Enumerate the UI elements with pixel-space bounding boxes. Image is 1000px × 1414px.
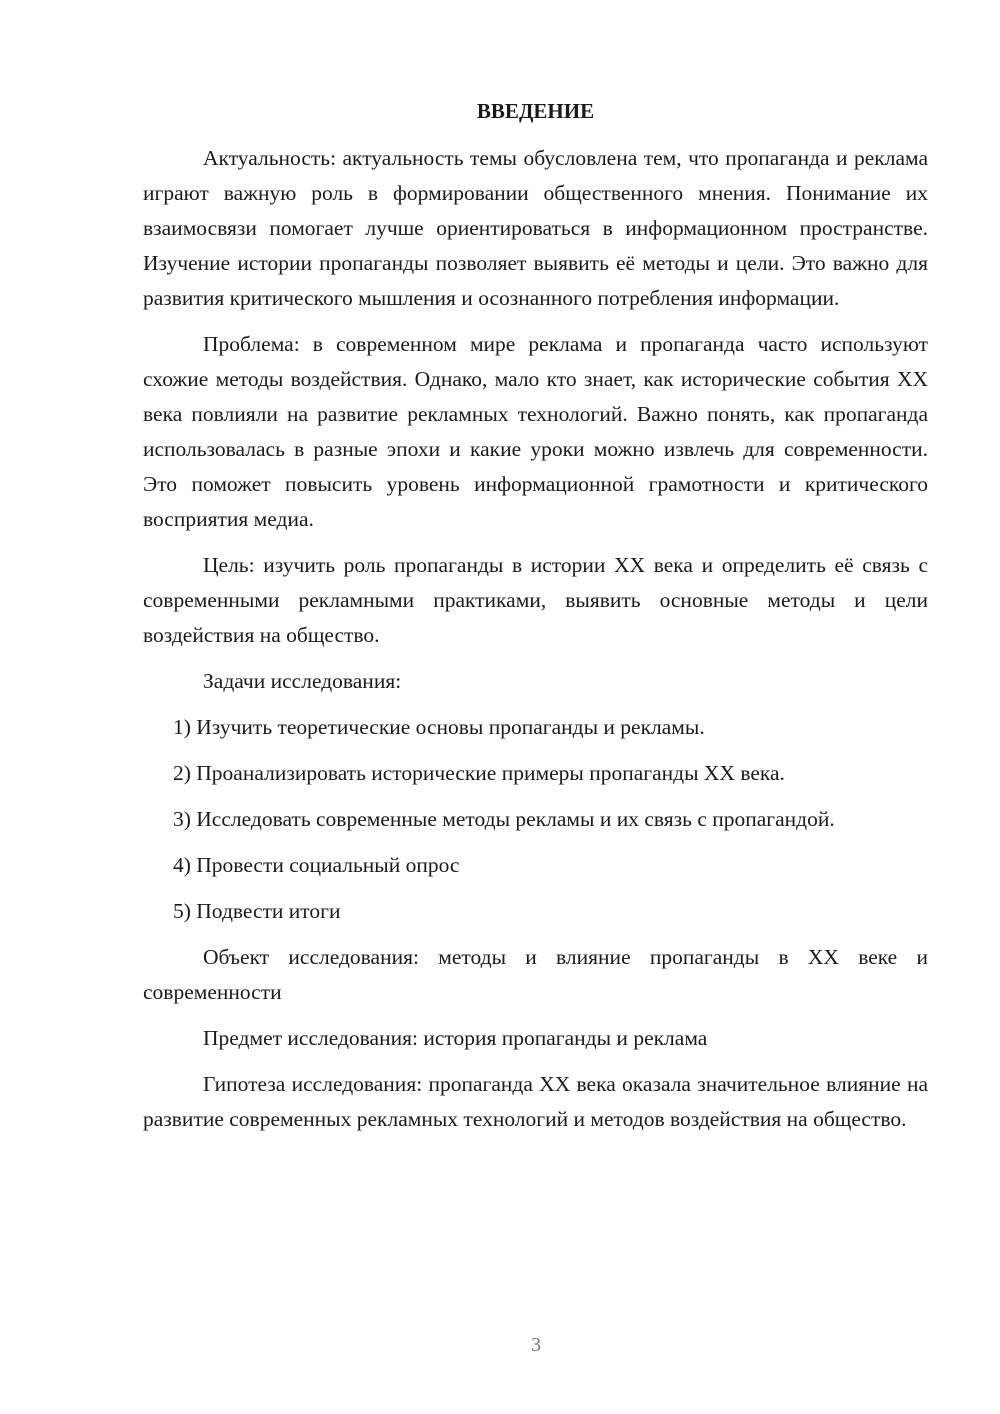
- task-item-2: 2) Проанализировать исторические примеры пропаганды XX века.: [173, 761, 785, 785]
- paragraph-relevance: Актуальность: актуальность темы обусловлена тем, что пропаганда и реклама играют важную роль в формировании общественного мнения. Понимание их взаимосвязи помогает лучше ориентироваться в информационном пространстве. Изучение истории пропаганды позволяет выявить её методы и цели. Это важно для развития критического мышления и осознанного потребления информации.: [143, 146, 928, 310]
- task-item-1: 1) Изучить теоретические основы пропаганды и рекламы.: [173, 715, 705, 739]
- task-item-4: 4) Провести социальный опрос: [173, 853, 460, 877]
- paragraph-subject: Предмет исследования: история пропаганды и реклама: [203, 1026, 708, 1050]
- task-item-5: 5) Подвести итоги: [173, 899, 341, 923]
- page-number: 3: [531, 1334, 541, 1356]
- paragraph-hypothesis: Гипотеза исследования: пропаганда XX века оказала значительное влияние на развитие современных рекламных технологий и методов воздействия на общество.: [143, 1072, 928, 1131]
- task-item-3: 3) Исследовать современные методы рекламы и их связь с пропагандой.: [173, 807, 835, 831]
- paragraph-object: Объект исследования: методы и влияние пропаганды в XX веке и современности: [143, 945, 928, 1004]
- paragraph-tasks-heading: Задачи исследования:: [203, 669, 402, 693]
- paragraph-goal: Цель: изучить роль пропаганды в истории XX века и определить её связь с современными рекламными практиками, выявить основные методы и цели воздействия на общество.: [143, 553, 928, 647]
- document-page: [143, 96, 928, 1148]
- page-title: ВВЕДЕНИЕ: [476, 99, 595, 123]
- paragraph-problem: Проблема: в современном мире реклама и пропаганда часто используют схожие методы воздействия. Однако, мало кто знает, как исторические события XX века повлияли на развитие рекламных технологий. Важно понять, как пропаганда использовалась в разные эпохи и какие уроки можно извлечь для современности. Это поможет повысить уровень информационной грамотности и критического восприятия медиа.: [143, 332, 928, 531]
